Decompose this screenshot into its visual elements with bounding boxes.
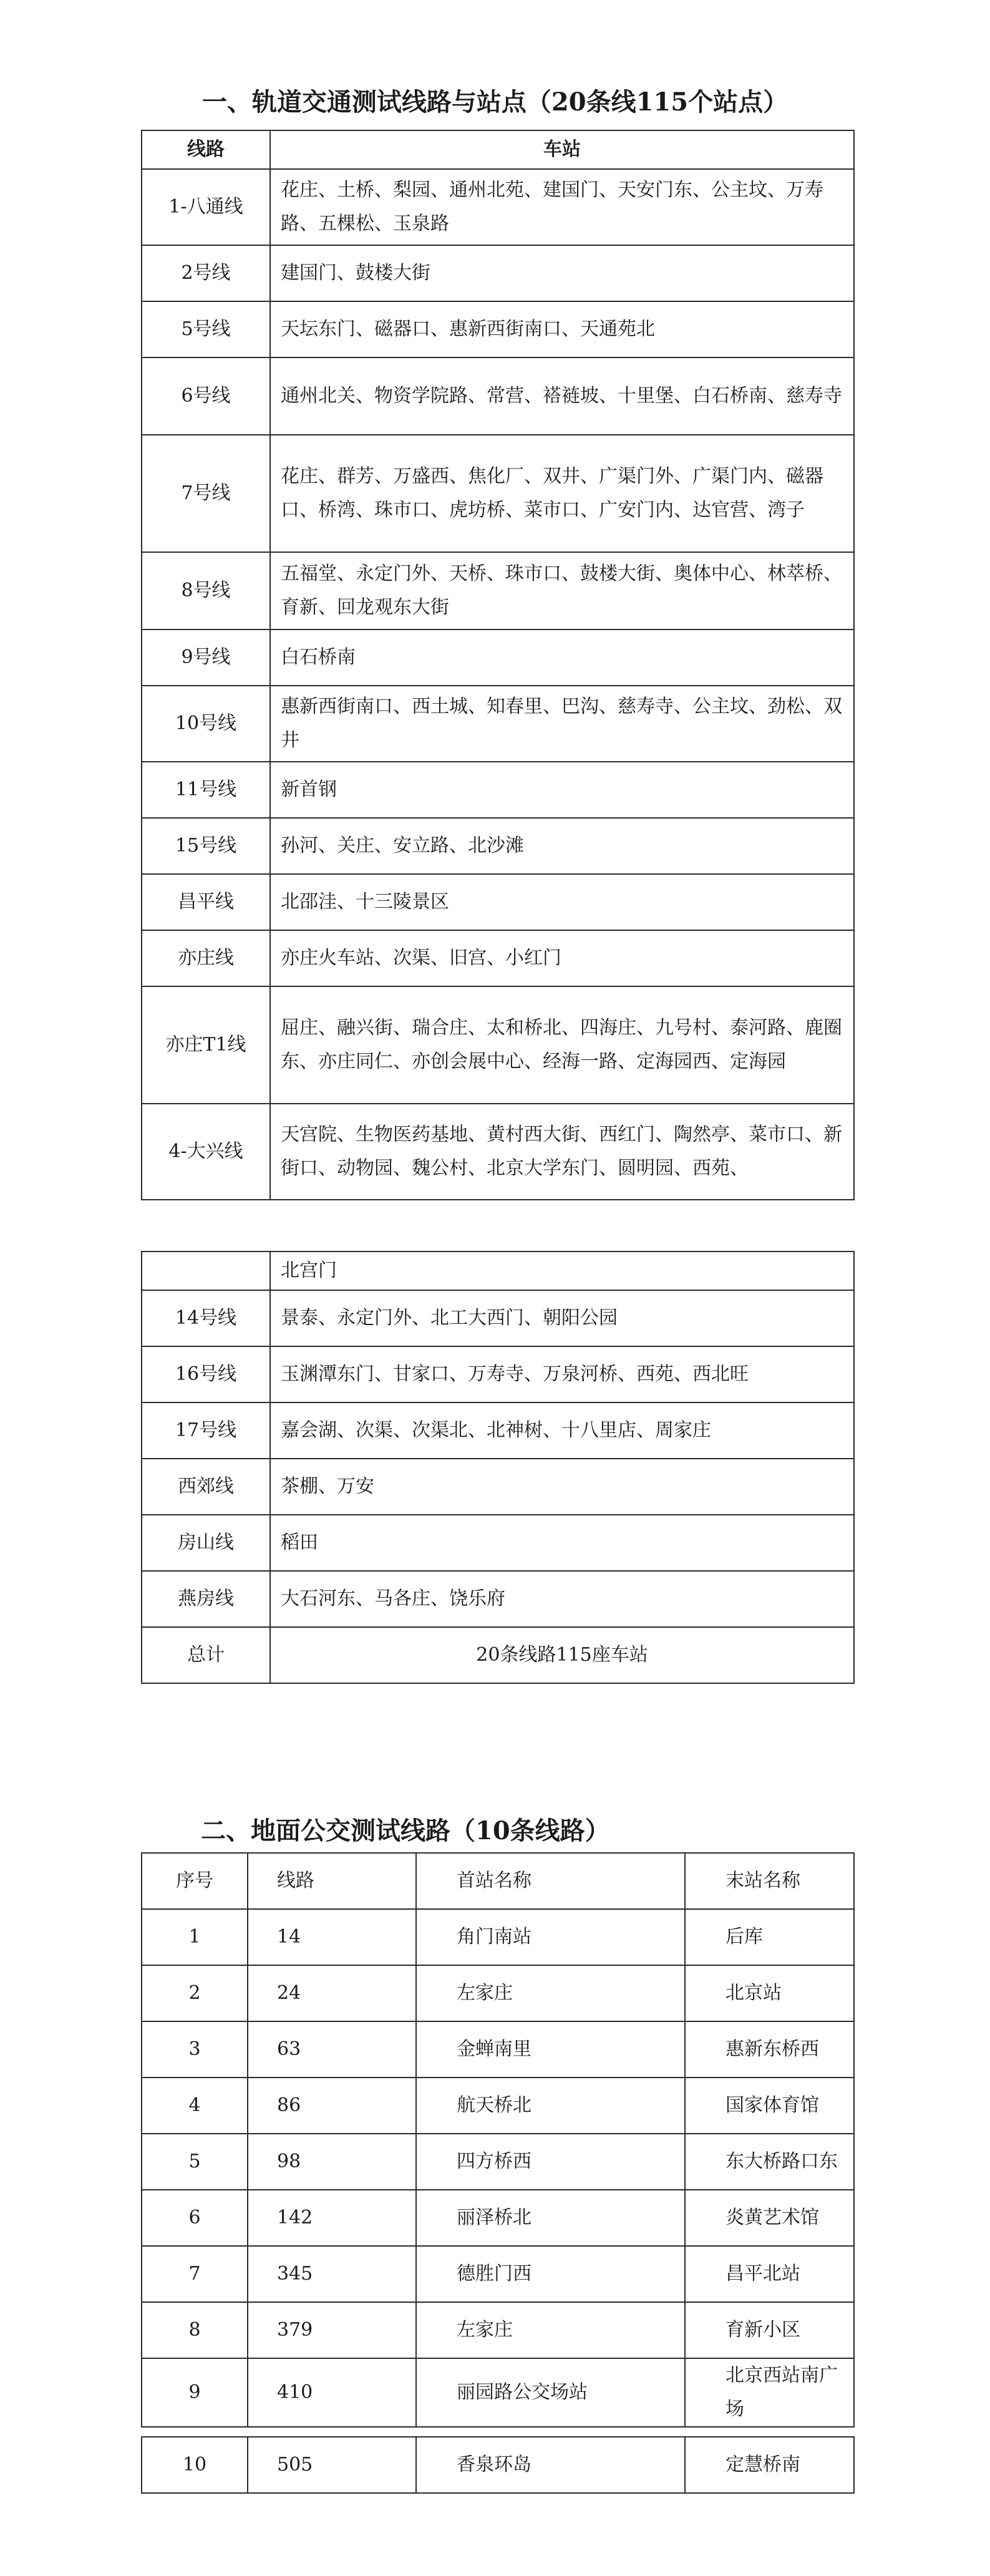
last-stop: 定慧桥南 [685,2437,854,2493]
table-row [142,1252,854,1290]
line-name: 房山线 [142,1515,270,1571]
station-list: 花庄、群芳、万盛西、焦化厂、双井、广渠门外、广渠门内、磁器口、桥湾、珠市口、虎坊桥、菜市口、广安门内、达官营、湾子 [270,435,854,552]
table-row [142,169,854,245]
header-stations: 车站 [270,130,854,169]
route-number: 24 [248,1965,416,2021]
station-list: 嘉会湖、次渠、次渠北、北神树、十八里店、周家庄 [270,1402,854,1459]
line-name: 16号线 [142,1346,270,1402]
table-row [142,1515,854,1571]
row-no: 9 [142,2358,248,2427]
line-name: 7号线 [142,435,270,552]
table-row [142,301,854,357]
station-list: 稻田 [270,1515,854,1571]
table-row [142,357,854,435]
route-number: 505 [248,2437,416,2493]
first-stop: 角门南站 [416,1909,685,1965]
table-row [142,1571,854,1627]
header-last-stop: 末站名称 [685,1853,854,1909]
last-stop: 北京西站南广场 [685,2358,854,2427]
row-no: 5 [142,2134,248,2190]
row-no: 4 [142,2078,248,2134]
table-row [142,874,854,930]
row-no: 6 [142,2190,248,2246]
table-row [142,1909,854,1965]
table-row [142,1290,854,1346]
rail-table-header [142,130,854,169]
bus-table-header [142,1853,854,1909]
section1-title: 一、轨道交通测试线路与站点（20条线115个站点） [201,87,789,117]
route-number: 98 [248,2134,416,2190]
line-name: 西郊线 [142,1459,270,1515]
route-number: 410 [248,2358,416,2427]
bus-table [141,1852,855,2428]
line-name: 14号线 [142,1290,270,1346]
total-label: 总计 [142,1627,270,1683]
station-list: 建国门、鼓楼大街 [270,245,854,301]
station-list: 白石桥南 [270,629,854,686]
first-stop: 香泉环岛 [416,2437,685,2493]
station-list: 五福堂、永定门外、天桥、珠市口、鼓楼大街、奥体中心、林萃桥、育新、回龙观东大街 [270,552,854,629]
table-row [142,245,854,301]
route-number: 86 [248,2078,416,2134]
header-route: 线路 [248,1853,416,1909]
table-row [142,1346,854,1402]
row-no: 2 [142,1965,248,2021]
station-list: 茶棚、万安 [270,1459,854,1515]
table-row [142,2021,854,2078]
line-name: 17号线 [142,1402,270,1459]
row-no: 8 [142,2302,248,2358]
last-stop: 国家体育馆 [685,2078,854,2134]
route-number: 379 [248,2302,416,2358]
route-number: 14 [248,1909,416,1965]
table-row [142,2134,854,2190]
line-name: 4-大兴线 [142,1104,270,1200]
station-list: 大石河东、马各庄、饶乐府 [270,1571,854,1627]
row-no: 7 [142,2246,248,2302]
last-stop: 炎黄艺术馆 [685,2190,854,2246]
table-row [142,1459,854,1515]
station-list: 新首钢 [270,762,854,818]
row-no: 10 [142,2437,248,2493]
line-name: 燕房线 [142,1571,270,1627]
total-value: 20条线路115座车站 [270,1627,854,1683]
table-row [142,552,854,629]
rail-table [141,130,855,1200]
table-row [142,930,854,986]
table-row [142,2190,854,2246]
station-list: 北邵洼、十三陵景区 [270,874,854,930]
station-list: 惠新西街南口、西土城、知春里、巴沟、慈寿寺、公主坟、劲松、双井 [270,686,854,762]
table-row [142,1104,854,1200]
line-name: 2号线 [142,245,270,301]
table-row [142,2437,854,2493]
row-no: 1 [142,1909,248,1965]
station-list: 屈庄、融兴街、瑞合庄、太和桥北、四海庄、九号村、泰河路、鹿圈东、亦庄同仁、亦创会展中心、经海一路、定海园西、定海园 [270,986,854,1104]
table-row [142,818,854,874]
station-list: 天宫院、生物医药基地、黄村西大街、西红门、陶然亭、菜市口、新街口、动物园、魏公村、北京大学东门、圆明园、西苑、 [270,1104,854,1200]
line-name: 5号线 [142,301,270,357]
line-name [142,1252,270,1290]
row-no: 3 [142,2021,248,2078]
station-list: 通州北关、物资学院路、常营、褡裢坡、十里堡、白石桥南、慈寿寺 [270,357,854,435]
first-stop: 金蝉南里 [416,2021,685,2078]
last-stop: 东大桥路口东 [685,2134,854,2190]
header-line: 线路 [142,130,270,169]
first-stop: 德胜门西 [416,2246,685,2302]
table-row [142,629,854,686]
route-number: 345 [248,2246,416,2302]
last-stop: 惠新东桥西 [685,2021,854,2078]
line-name: 亦庄线 [142,930,270,986]
table-row [142,2246,854,2302]
line-name: 9号线 [142,629,270,686]
header-first-stop: 首站名称 [416,1853,685,1909]
station-list: 北宫门 [270,1252,854,1290]
line-name: 亦庄T1线 [142,986,270,1104]
route-number: 142 [248,2190,416,2246]
line-name: 15号线 [142,818,270,874]
header-no: 序号 [142,1853,248,1909]
line-name: 8号线 [142,552,270,629]
table-row [142,686,854,762]
station-list: 花庄、土桥、梨园、通州北苑、建国门、天安门东、公主坟、万寿路、五棵松、玉泉路 [270,169,854,245]
table-row [142,435,854,552]
first-stop: 丽泽桥北 [416,2190,685,2246]
station-list: 亦庄火车站、次渠、旧宫、小红门 [270,930,854,986]
first-stop: 左家庄 [416,2302,685,2358]
line-name: 6号线 [142,357,270,435]
station-list: 景泰、永定门外、北工大西门、朝阳公园 [270,1290,854,1346]
first-stop: 左家庄 [416,1965,685,2021]
station-list: 玉渊潭东门、甘家口、万寿寺、万泉河桥、西苑、西北旺 [270,1346,854,1402]
rail-table-continued [141,1251,855,1684]
last-stop: 昌平北站 [685,2246,854,2302]
last-stop: 后库 [685,1909,854,1965]
line-name: 昌平线 [142,874,270,930]
last-stop: 育新小区 [685,2302,854,2358]
route-number: 63 [248,2021,416,2078]
section2-title: 二、地面公交测试线路（10条线路） [201,1816,610,1845]
first-stop: 四方桥西 [416,2134,685,2190]
last-stop: 北京站 [685,1965,854,2021]
line-name: 11号线 [142,762,270,818]
line-name: 10号线 [142,686,270,762]
bus-table-continued [141,2436,855,2494]
table-row [142,2302,854,2358]
first-stop: 航天桥北 [416,2078,685,2134]
line-name: 1-八通线 [142,169,270,245]
table-row [142,1402,854,1459]
first-stop: 丽园路公交场站 [416,2358,685,2427]
table-row [142,2358,854,2427]
station-list: 天坛东门、磁器口、惠新西街南口、天通苑北 [270,301,854,357]
table-row [142,986,854,1104]
table-row [142,1965,854,2021]
station-list: 孙河、关庄、安立路、北沙滩 [270,818,854,874]
table-row [142,762,854,818]
total-row [142,1627,854,1683]
table-row [142,2078,854,2134]
